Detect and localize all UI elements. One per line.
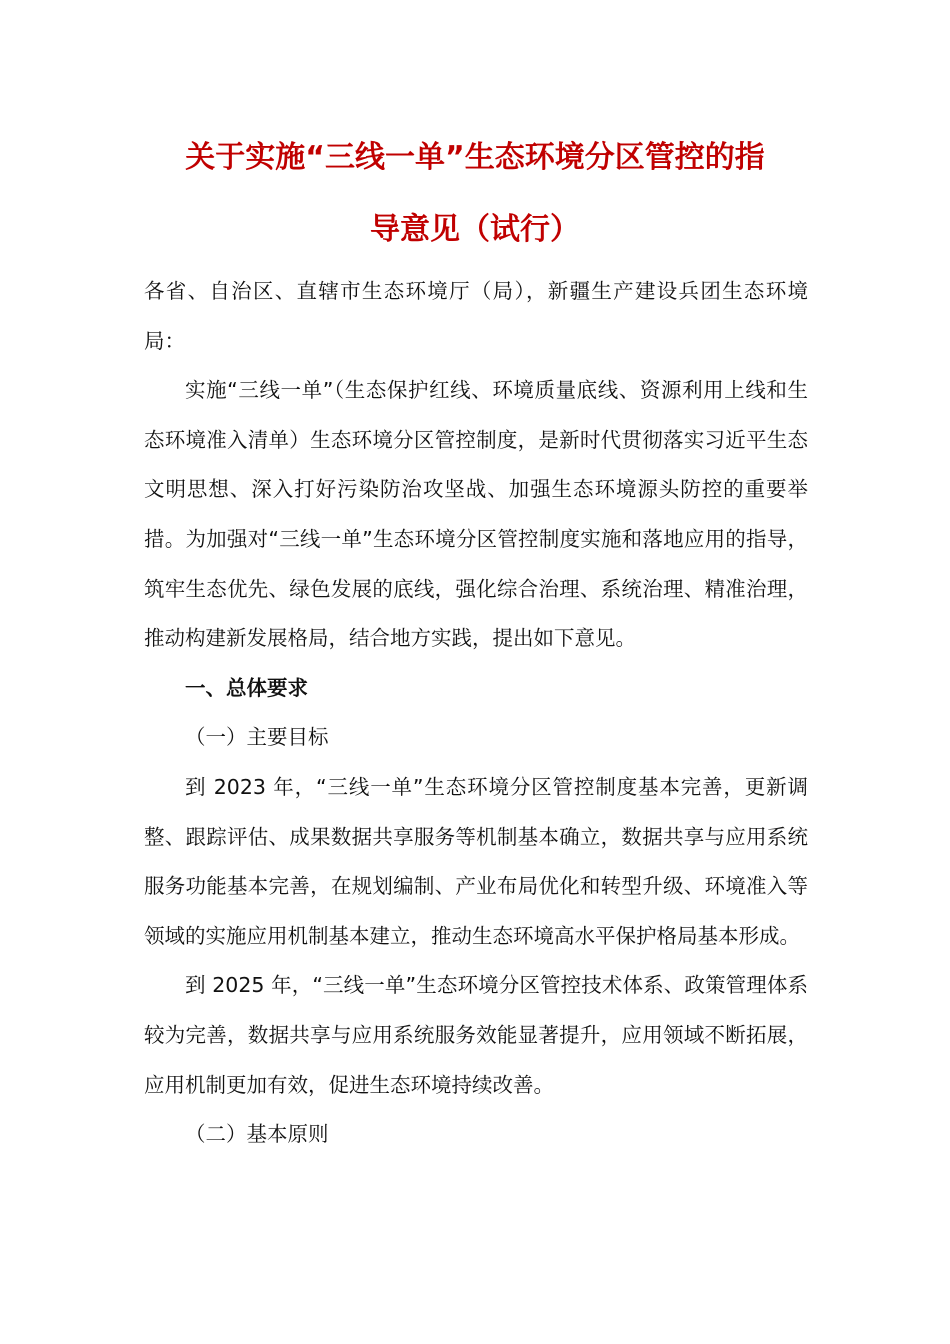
salutation-paragraph: 各省、自治区、直辖市生态环境厅（局），新疆生产建设兵团生态环境局： bbox=[144, 279, 808, 353]
document-title-line-1: 关于实施“三线一单”生态环境分区管控的指 bbox=[185, 140, 765, 175]
goal-2025-paragraph: 到 2025 年，“三线一单”生态环境分区管控技术体系、政策管理体系较为完善，数据共享与应用系统服务效能显著提升，应用领域不断拓展，应用机制更加有效，促进生态环境持续改善。 bbox=[144, 973, 808, 1097]
intro-paragraph: 实施“三线一单”（生态保护红线、环境质量底线、资源利用上线和生态环境准入清单）生态环境分区管控制度，是新时代贯彻落实习近平生态文明思想、深入打好污染防治攻坚战、加强生态环境源头防控的重要举措。为加强对“三线一单”生态环境分区管控制度实施和落地应用的指导，筑牢生态优先、绿色发展的底线，强化综合治理、系统治理、精准治理，推动构建新发展格局，结合地方实践，提出如下意见。 bbox=[144, 378, 808, 651]
subsection-heading-basic-principles: （二）基本原则 bbox=[185, 1122, 329, 1147]
goal-2023-paragraph: 到 2023 年，“三线一单”生态环境分区管控制度基本完善，更新调整、跟踪评估、成果数据共享服务等机制基本确立，数据共享与应用系统服务功能基本完善，在规划编制、产业布局优化和转型升级、环境准入等领域的实施应用机制基本建立，推动生态环境高水平保护格局基本形成。 bbox=[144, 774, 808, 948]
section-heading-general-requirements: 一、总体要求 bbox=[185, 675, 308, 700]
document-title-line-2: 导意见（试行） bbox=[370, 212, 580, 247]
document-body bbox=[144, 267, 808, 1160]
subsection-heading-main-goals: （一）主要目标 bbox=[185, 725, 329, 750]
